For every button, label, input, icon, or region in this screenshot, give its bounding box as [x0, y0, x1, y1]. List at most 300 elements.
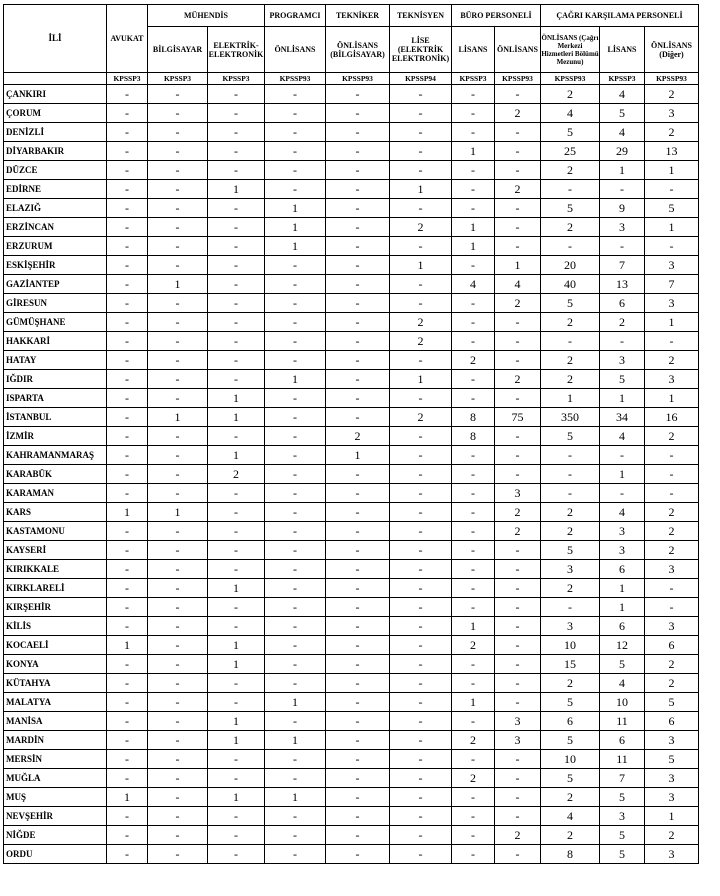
quota-cell: 1 [208, 636, 265, 655]
quota-cell: - [495, 142, 541, 161]
table-row [4, 636, 699, 655]
quota-cell: 5 [541, 693, 600, 712]
quota-cell: - [265, 826, 326, 845]
quota-cell: - [107, 104, 148, 123]
province-name: ÇANKIRI [4, 85, 107, 104]
quota-cell: - [148, 560, 208, 579]
quota-cell: - [326, 598, 390, 617]
quota-cell: - [107, 218, 148, 237]
subheader-cell: ÖNLİSANS (Diğer) [645, 27, 699, 73]
quota-cell: - [148, 750, 208, 769]
quota-cell: - [390, 465, 452, 484]
quota-cell: - [541, 332, 600, 351]
quota-cell: 2 [541, 788, 600, 807]
quota-cell: - [265, 427, 326, 446]
quota-cell: - [107, 427, 148, 446]
quota-cell: 5 [541, 294, 600, 313]
quota-cell: - [265, 712, 326, 731]
quota-cell: 2 [390, 218, 452, 237]
kpss-code: KPSSP93 [541, 73, 600, 85]
province-name: KIRŞEHİR [4, 598, 107, 617]
quota-cell: - [452, 522, 495, 541]
quota-cell: - [326, 389, 390, 408]
quota-cell: - [326, 541, 390, 560]
quota-cell: - [148, 541, 208, 560]
quota-cell: - [148, 294, 208, 313]
quota-cell: - [452, 788, 495, 807]
quota-cell: 1 [390, 256, 452, 275]
quota-cell: - [107, 142, 148, 161]
table-row [4, 731, 699, 750]
quota-cell: - [107, 693, 148, 712]
table-row [4, 408, 699, 427]
quota-cell: - [390, 788, 452, 807]
quota-cell: - [265, 351, 326, 370]
quota-cell: - [326, 484, 390, 503]
quota-cell: - [265, 465, 326, 484]
subheader-cell: ÖNLİSANS [495, 27, 541, 73]
quota-cell: - [495, 845, 541, 864]
quota-cell: - [390, 541, 452, 560]
quota-cell: 1 [452, 693, 495, 712]
quota-cell: - [541, 446, 600, 465]
quota-cell: - [495, 123, 541, 142]
quota-cell: - [107, 408, 148, 427]
header-programci: PROGRAMCI [265, 5, 326, 27]
quota-cell: 10 [600, 693, 645, 712]
quota-cell: - [265, 161, 326, 180]
province-name: KİLİS [4, 617, 107, 636]
quota-cell: - [265, 85, 326, 104]
quota-cell: - [208, 807, 265, 826]
quota-cell: 1 [600, 161, 645, 180]
quota-cell: - [148, 199, 208, 218]
quota-cell: - [208, 161, 265, 180]
quota-cell: 5 [541, 199, 600, 218]
quota-cell: - [265, 598, 326, 617]
quota-cell: 10 [541, 750, 600, 769]
quota-cell: 1 [541, 389, 600, 408]
quota-cell: - [326, 693, 390, 712]
quota-cell: - [208, 598, 265, 617]
quota-cell: 13 [645, 142, 699, 161]
table-row [4, 180, 699, 199]
quota-cell: 9 [600, 199, 645, 218]
table-row [4, 484, 699, 503]
kpss-code: KPSSP3 [208, 73, 265, 85]
table-row [4, 370, 699, 389]
kpss-code: KPSSP3 [600, 73, 645, 85]
province-name: KONYA [4, 655, 107, 674]
quota-cell: - [390, 712, 452, 731]
quota-cell: - [390, 636, 452, 655]
table-row [4, 674, 699, 693]
province-name: ERZİNCAN [4, 218, 107, 237]
quota-cell: - [148, 256, 208, 275]
quota-cell: - [107, 446, 148, 465]
quota-cell: - [107, 731, 148, 750]
quota-cell: - [148, 598, 208, 617]
province-name: İZMİR [4, 427, 107, 446]
quota-cell: - [107, 674, 148, 693]
subheader-cell: ÖNLİSANS [265, 27, 326, 73]
quota-cell: - [495, 446, 541, 465]
province-name: DÜZCE [4, 161, 107, 180]
quota-cell: - [541, 180, 600, 199]
quota-cell: - [148, 636, 208, 655]
quota-cell: - [148, 655, 208, 674]
quota-cell: - [390, 123, 452, 142]
quota-cell: - [265, 256, 326, 275]
quota-cell: - [265, 180, 326, 199]
quota-cell: - [265, 636, 326, 655]
quota-cell: 2 [495, 370, 541, 389]
quota-cell: 6 [645, 712, 699, 731]
quota-cell: 2 [645, 826, 699, 845]
quota-cell: - [107, 522, 148, 541]
quota-cell: - [326, 845, 390, 864]
quota-cell: 2 [541, 351, 600, 370]
quota-cell: - [495, 389, 541, 408]
quota-cell: 3 [645, 731, 699, 750]
quota-cell: - [265, 313, 326, 332]
quota-cell: 6 [600, 731, 645, 750]
quota-cell: - [107, 579, 148, 598]
quota-cell: 2 [390, 332, 452, 351]
quota-cell: - [148, 161, 208, 180]
table-row [4, 446, 699, 465]
quota-cell: 1 [452, 142, 495, 161]
quota-cell: - [390, 826, 452, 845]
quota-cell: - [326, 332, 390, 351]
subheader-cell: BİLGİSAYAR [148, 27, 208, 73]
quota-cell: - [326, 769, 390, 788]
table-row [4, 294, 699, 313]
table-row [4, 541, 699, 560]
quota-cell: 3 [495, 484, 541, 503]
quota-cell: 5 [645, 693, 699, 712]
quota-cell: 25 [541, 142, 600, 161]
province-name: MERSİN [4, 750, 107, 769]
quota-cell: - [495, 655, 541, 674]
table-row [4, 313, 699, 332]
quota-cell: - [208, 750, 265, 769]
quota-cell: - [148, 693, 208, 712]
quota-cell: 1 [452, 237, 495, 256]
quota-cell: - [326, 674, 390, 693]
quota-cell: 1 [600, 465, 645, 484]
header-buro-personeli: BÜRO PERSONELİ [452, 5, 541, 27]
quota-cell: - [495, 218, 541, 237]
quota-cell: 6 [600, 617, 645, 636]
quota-cell: 34 [600, 408, 645, 427]
quota-cell: - [452, 826, 495, 845]
province-name: MANİSA [4, 712, 107, 731]
province-name: ERZURUM [4, 237, 107, 256]
quota-cell: 11 [600, 712, 645, 731]
quota-cell: - [265, 617, 326, 636]
quota-cell: - [107, 161, 148, 180]
province-name: GÜMÜŞHANE [4, 313, 107, 332]
quota-cell: - [452, 180, 495, 199]
province-name: ISPARTA [4, 389, 107, 408]
quota-cell: - [265, 332, 326, 351]
quota-cell: 1 [265, 237, 326, 256]
quota-cell: 3 [645, 256, 699, 275]
subheader-cell: ÖNLİSANS (BİLGİSAYAR) [326, 27, 390, 73]
quota-cell: 15 [541, 655, 600, 674]
province-name: DİYARBAKIR [4, 142, 107, 161]
quota-cell: - [452, 256, 495, 275]
quota-cell: - [208, 769, 265, 788]
quota-cell: - [148, 484, 208, 503]
quota-cell: 29 [600, 142, 645, 161]
quota-cell: 3 [645, 104, 699, 123]
quota-cell: - [326, 256, 390, 275]
quota-cell: 11 [600, 750, 645, 769]
header-avukat: AVUKAT [107, 5, 148, 73]
quota-cell: 3 [645, 845, 699, 864]
quota-cell: - [326, 199, 390, 218]
quota-cell: 3 [541, 560, 600, 579]
quota-cell: - [107, 275, 148, 294]
table-row [4, 161, 699, 180]
quota-cell: - [208, 123, 265, 142]
quota-cell: - [390, 237, 452, 256]
quota-cell: - [390, 655, 452, 674]
table-row [4, 693, 699, 712]
quota-cell: - [326, 161, 390, 180]
quota-cell: - [600, 332, 645, 351]
quota-cell: - [326, 826, 390, 845]
quota-cell: 2 [208, 465, 265, 484]
quota-cell: - [390, 807, 452, 826]
quota-cell: - [148, 313, 208, 332]
table-row [4, 617, 699, 636]
table-row [4, 788, 699, 807]
quota-cell: - [495, 750, 541, 769]
quota-cell: - [452, 484, 495, 503]
quota-cell: 1 [600, 598, 645, 617]
quota-cell: - [208, 845, 265, 864]
quota-cell: - [326, 522, 390, 541]
quota-cell: 2 [645, 427, 699, 446]
quota-cell: 350 [541, 408, 600, 427]
province-name: KARS [4, 503, 107, 522]
quota-cell: 2 [645, 85, 699, 104]
quota-cell: - [107, 237, 148, 256]
quota-cell: 1 [452, 617, 495, 636]
quota-cell: 7 [600, 769, 645, 788]
quota-cell: 1 [148, 408, 208, 427]
quota-cell: - [390, 351, 452, 370]
table-row [4, 332, 699, 351]
quota-cell: 5 [645, 750, 699, 769]
table-row [4, 598, 699, 617]
quota-cell: 5 [541, 427, 600, 446]
table-row [4, 655, 699, 674]
quota-cell: - [208, 484, 265, 503]
table-row [4, 427, 699, 446]
quota-cell: - [452, 85, 495, 104]
quota-cell: - [495, 560, 541, 579]
header-tekniker: TEKNİKER [326, 5, 390, 27]
quota-cell: 6 [600, 294, 645, 313]
quota-cell: - [208, 237, 265, 256]
subheader-cell: LİSANS [600, 27, 645, 73]
quota-cell: 4 [600, 427, 645, 446]
province-name: KIRIKKALE [4, 560, 107, 579]
quota-cell: 1 [645, 161, 699, 180]
kpss-code: KPSSP93 [265, 73, 326, 85]
quota-cell: 4 [600, 674, 645, 693]
quota-cell: - [107, 370, 148, 389]
quota-cell: - [326, 731, 390, 750]
table-row [4, 845, 699, 864]
quota-cell: - [208, 199, 265, 218]
subheader-cell: ELEKTRİK-ELEKTRONİK [208, 27, 265, 73]
quota-cell: - [107, 332, 148, 351]
quota-cell: 2 [541, 522, 600, 541]
quota-cell: - [495, 693, 541, 712]
quota-cell: 1 [208, 408, 265, 427]
quota-cell: - [148, 674, 208, 693]
quota-cell: - [495, 237, 541, 256]
table-body [4, 85, 699, 864]
quota-cell: - [452, 123, 495, 142]
quota-cell: - [107, 541, 148, 560]
quota-cell: - [326, 237, 390, 256]
quota-cell: 6 [600, 560, 645, 579]
quota-cell: - [208, 503, 265, 522]
quota-cell: 2 [541, 313, 600, 332]
quota-cell: 2 [390, 313, 452, 332]
table-row [4, 142, 699, 161]
quota-cell: - [148, 446, 208, 465]
quota-cell: - [148, 845, 208, 864]
quota-cell: - [208, 427, 265, 446]
quota-cell: - [208, 218, 265, 237]
quota-cell: - [148, 218, 208, 237]
quota-cell: - [452, 294, 495, 313]
quota-cell: - [326, 408, 390, 427]
quota-cell: - [326, 218, 390, 237]
quota-cell: - [390, 161, 452, 180]
quota-cell: - [495, 674, 541, 693]
quota-cell: 2 [495, 522, 541, 541]
quota-cell: - [390, 693, 452, 712]
quota-cell: 1 [265, 788, 326, 807]
quota-cell: - [452, 807, 495, 826]
quota-cell: 2 [452, 731, 495, 750]
quota-cell: - [452, 674, 495, 693]
province-name: HAKKARİ [4, 332, 107, 351]
table-row [4, 85, 699, 104]
kpss-code: KPSSP93 [645, 73, 699, 85]
quota-cell: - [107, 598, 148, 617]
province-name: KARAMAN [4, 484, 107, 503]
quota-cell: 3 [541, 617, 600, 636]
quota-cell: - [107, 845, 148, 864]
quota-cell: - [495, 313, 541, 332]
quota-cell: - [390, 845, 452, 864]
quota-cell: - [107, 560, 148, 579]
quota-cell: - [265, 389, 326, 408]
quota-cell: 1 [107, 788, 148, 807]
quota-cell: 2 [452, 636, 495, 655]
quota-cell: 2 [645, 541, 699, 560]
quota-cell: - [107, 465, 148, 484]
province-name: MARDİN [4, 731, 107, 750]
table-row [4, 123, 699, 142]
kpss-code: KPSSP3 [452, 73, 495, 85]
quota-cell: 3 [600, 522, 645, 541]
quota-cell: - [645, 446, 699, 465]
province-name: KIRKLARELİ [4, 579, 107, 598]
quota-cell: 2 [645, 522, 699, 541]
quota-cell: - [452, 465, 495, 484]
quota-cell: - [452, 845, 495, 864]
quota-cell: - [452, 750, 495, 769]
quota-cell: - [326, 465, 390, 484]
table-row [4, 199, 699, 218]
table-row [4, 807, 699, 826]
quota-cell: - [452, 389, 495, 408]
quota-cell: - [265, 104, 326, 123]
quota-cell: 5 [600, 104, 645, 123]
quota-cell: - [495, 161, 541, 180]
quota-cell: 10 [541, 636, 600, 655]
quota-cell: - [452, 446, 495, 465]
kpss-code: KPSSP93 [326, 73, 390, 85]
quota-cell: - [390, 427, 452, 446]
province-name: ORDU [4, 845, 107, 864]
quota-cell: 1 [107, 503, 148, 522]
quota-cell: - [107, 484, 148, 503]
quota-cell: - [390, 294, 452, 313]
quota-cell: 4 [600, 85, 645, 104]
quota-cell: 5 [600, 370, 645, 389]
quota-cell: 4 [541, 104, 600, 123]
quota-cell: 1 [208, 389, 265, 408]
quota-cell: 4 [600, 123, 645, 142]
quota-cell: - [495, 636, 541, 655]
quota-cell: - [107, 389, 148, 408]
quota-cell: - [326, 351, 390, 370]
quota-cell: - [390, 731, 452, 750]
quota-cell: - [208, 294, 265, 313]
quota-cell: 1 [107, 636, 148, 655]
kpss-code: KPSSP3 [148, 73, 208, 85]
province-name: DENİZLİ [4, 123, 107, 142]
kpss-code: KPSSP94 [390, 73, 452, 85]
quota-cell: - [148, 389, 208, 408]
quota-cell: - [208, 693, 265, 712]
quota-cell: 1 [495, 256, 541, 275]
kpss-code: KPSSP3 [107, 73, 148, 85]
quota-cell: 1 [265, 218, 326, 237]
quota-cell: - [645, 598, 699, 617]
quota-cell: 1 [645, 218, 699, 237]
quota-cell: - [208, 560, 265, 579]
quota-cell: - [452, 332, 495, 351]
quota-cell: - [390, 769, 452, 788]
quota-cell: 16 [645, 408, 699, 427]
province-name: KASTAMONU [4, 522, 107, 541]
quota-cell: - [600, 484, 645, 503]
quota-cell: 5 [541, 541, 600, 560]
quota-cell: 1 [265, 370, 326, 389]
